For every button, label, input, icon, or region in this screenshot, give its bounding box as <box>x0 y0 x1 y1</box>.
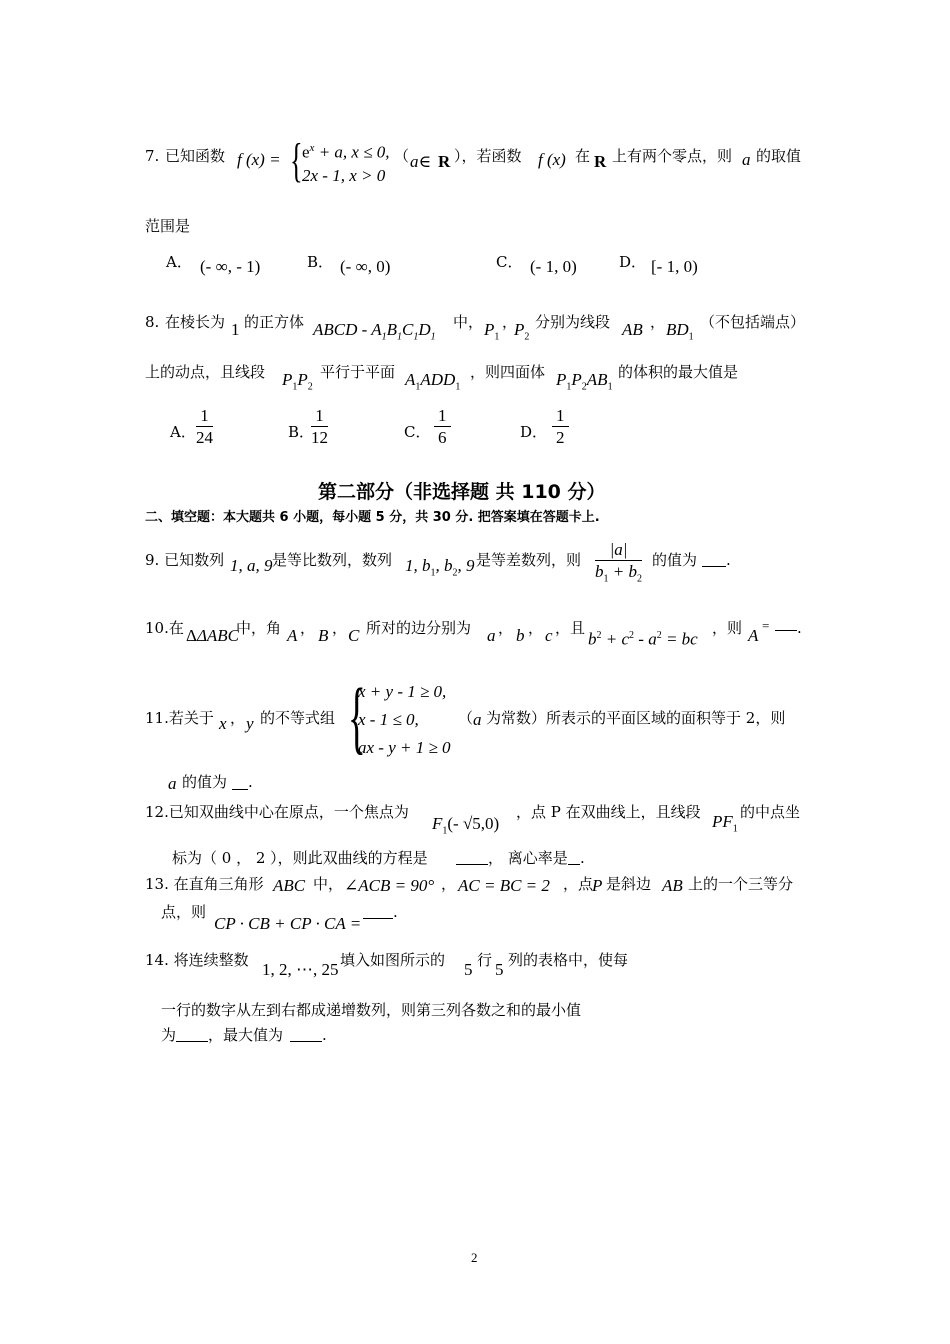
q8-line2a: 上的动点，且线段 <box>145 363 266 381</box>
q11-y: y <box>246 714 254 733</box>
q10-la: a <box>487 626 496 645</box>
q8-opt-b-frac: $\frac{1}{12}$ <box>311 406 328 447</box>
q10-stem-a: 10.在 <box>145 619 184 637</box>
q13-stem-b: 中， <box>313 875 344 893</box>
q11-row3: ax - y + 1 ≥ 0 <box>358 738 451 757</box>
q9-answer-blank[interactable] <box>702 566 726 567</box>
q11-answer-blank[interactable] <box>232 789 248 790</box>
q12-eccentricity-blank[interactable] <box>568 864 580 865</box>
q8-opt-d-frac: $\frac{1}{2}$ <box>552 406 569 449</box>
q11-x: x <box>219 714 227 733</box>
q10-c2: ， <box>332 619 348 637</box>
q7-opt-b-value: (- ∞, 0) <box>340 257 391 276</box>
q14-end: . <box>322 1026 327 1044</box>
q8-P1: $P_1$ <box>484 320 500 343</box>
q12-line2: 标为（ 0 ， 2 ），则此双曲线的方程是 <box>172 849 428 867</box>
q7-brace: { <box>290 134 303 187</box>
q10-C: C <box>348 626 360 645</box>
q7-opt-a-label: A． <box>166 253 192 271</box>
q7-opt-c-value: (- 1, 0) <box>530 257 577 276</box>
q14-line2: 一行的数字从左到右都成递增数列，则第三列各数之和的最小值 <box>161 1001 582 1019</box>
q10-lc: c <box>545 626 553 645</box>
q12-equation-blank[interactable] <box>456 864 488 865</box>
q8-bubao: （不包括端点） <box>700 313 806 331</box>
q10-A2: A <box>748 626 759 645</box>
q7-opt-c-label: C． <box>496 253 523 271</box>
q8-opt-c-label: C． <box>404 423 431 441</box>
q9-seq2: 1, $b_1$, $b_2$, 9 <box>405 556 475 579</box>
q10-ze: ，则 <box>712 619 743 637</box>
q10-triangle: ΔΔABC <box>186 626 240 645</box>
q8-maxv: 的体积的最大值是 <box>618 363 739 381</box>
q7-line2: 范围是 <box>145 217 191 235</box>
q7-paren-close: ），若函数 <box>454 147 522 165</box>
q8-P1P2: $P_1P_2$ <box>282 370 313 393</box>
q8-opt-a-frac: $\frac{1}{24}$ <box>196 406 213 447</box>
section-heading: 二、填空题：本大题共 6 小题，每小题 5 分，共 30 分. 把答案填在答题卡上. <box>145 510 600 525</box>
q13-stem-c: ， <box>441 875 457 893</box>
q9-stem-b: 是等比数列，数列 <box>272 551 393 569</box>
q9-stem-d: 的值为 <box>652 551 698 569</box>
q12-end: . <box>580 849 585 867</box>
q7-fx2: f (x) <box>538 150 566 169</box>
q8-cube: ABCD - $A_1B_1C_1D_1$ <box>313 320 436 343</box>
q9-end: . <box>726 551 731 569</box>
q14-stem-b: 填入如图所示的 <box>340 951 446 969</box>
q14-max-blank[interactable] <box>290 1041 322 1042</box>
q14-five2: 5 <box>495 960 504 979</box>
q9-fraction: $\frac{|a|}{b_1 + b_2}$ <box>595 540 642 585</box>
q14-stem-a: 14. 将连续整数 <box>145 951 249 969</box>
q8-opt-a-label: A． <box>170 423 196 441</box>
q14-line3b: ，最大值为 <box>208 1026 284 1044</box>
q11-paren: （ <box>458 709 474 727</box>
q11-stem-b: 的不等式组 <box>260 709 336 727</box>
q13-expr: CP · CB + CP · CA = <box>214 914 362 933</box>
q13-stem-e: 是斜边 <box>606 875 652 893</box>
q13-ABC: ABC <box>273 876 306 895</box>
q10-qie: ，且 <box>555 619 586 637</box>
q7-zai: 在 <box>575 147 591 165</box>
q7-R: R <box>438 152 451 171</box>
q14-five1: 5 <box>464 960 473 979</box>
q11-end: . <box>248 773 253 791</box>
q13-angle: ∠ACB = 90° <box>344 876 435 895</box>
q13-line2: 点，则 <box>161 903 207 921</box>
q14-stem-c: 列的表格中，使每 <box>508 951 629 969</box>
q8-zhong: 中， <box>453 313 484 331</box>
q7-qz: 的取值 <box>756 147 802 165</box>
q13-stem-a: 13. 在直角三角形 <box>145 875 264 893</box>
q7-opt-b-label: B． <box>307 253 334 271</box>
q11-line2-b: 的值为 <box>182 773 228 791</box>
q11-brace: { <box>348 671 366 762</box>
q8-P2: $P_2$ <box>514 320 530 343</box>
q7-stem: 已知函数 <box>165 147 226 165</box>
q8-opt-d-label: D． <box>520 423 548 441</box>
q8-fenbie: 分别为线段 <box>535 313 611 331</box>
q10-eqsign: = <box>762 618 770 633</box>
q8-ze: ，则四面体 <box>470 363 546 381</box>
q11-line2-a: a <box>168 774 177 793</box>
q11-stem-c: 为常数）所表示的平面区域的面积等于 2，则 <box>486 709 786 727</box>
q7-case2: 2x - 1, x > 0 <box>302 166 386 185</box>
q8-plane: $A_1ADD_1$ <box>405 370 461 393</box>
q8-opt-c-frac: $\frac{1}{6}$ <box>434 406 451 449</box>
q9-stem-c: 是等差数列，则 <box>476 551 582 569</box>
q9-seq1: 1, a, 9 <box>230 556 273 575</box>
q11-comma: ， <box>230 709 246 727</box>
q12-stem-a: 12.已知双曲线中心在原点，一个焦点为 <box>145 803 409 821</box>
q10-c3: ， <box>498 619 514 637</box>
part2-title: 第二部分（非选择题 共 110 分） <box>318 481 606 503</box>
q7-a-in: a∈ <box>410 152 432 171</box>
q13-answer-blank[interactable] <box>363 918 393 919</box>
q8-opt-b-label: B． <box>288 423 315 441</box>
q14-seq: 1, 2, ⋯, 25 <box>262 960 339 979</box>
q8-comma2: ， <box>650 313 666 331</box>
q7-fx: f (x) = <box>237 150 281 169</box>
q7-opt-d-value: [- 1, 0) <box>651 257 698 276</box>
q13-P: P <box>592 876 603 895</box>
q7-opt-d-label: D． <box>619 253 647 271</box>
q8-pingxing: 平行于平面 <box>320 363 396 381</box>
q8-tet: $P_1P_2AB_1$ <box>556 370 613 393</box>
q10-stem-b: 中，角 <box>236 619 282 637</box>
q8-comma: ， <box>502 313 518 331</box>
q7-case1: $e^x + a$, x ≤ 0, <box>302 142 390 162</box>
q12-stem-b: ，点 P 在双曲线上，且线段 <box>516 803 701 821</box>
q11-a-inline: a <box>473 710 482 729</box>
q8-AB: AB <box>622 320 643 339</box>
q8-p2: 的正方体 <box>244 313 305 331</box>
q12-stem-c: 的中点坐 <box>740 803 801 821</box>
q7-opt-a-value: (- ∞, - 1) <box>200 257 261 276</box>
q11-row2: x - 1 ≤ 0, <box>358 710 419 729</box>
q14-min-blank[interactable] <box>176 1041 208 1042</box>
q8-one: 1 <box>231 320 240 339</box>
q13-eq: AC = BC = 2 <box>458 876 550 895</box>
q10-c4: ， <box>528 619 544 637</box>
q14-hang: 行 <box>477 951 493 969</box>
q7-R2: R <box>594 152 607 171</box>
q12-focus: $F_1(-$ √5,0) <box>432 814 500 837</box>
q10-lb: b <box>516 626 525 645</box>
q10-stem-c: 所对的边分别为 <box>366 619 472 637</box>
q11-row1: x + y - 1 ≥ 0, <box>358 682 447 701</box>
q11-stem-a: 11.若关于 <box>145 709 214 727</box>
q10-c1: ， <box>300 619 316 637</box>
q10-B: B <box>318 626 329 645</box>
q8-p1: 在棱长为 <box>165 313 226 331</box>
q7-paren-open: （ <box>394 147 410 165</box>
q10-answer-blank[interactable] <box>775 630 797 631</box>
q8-number: 8. <box>145 313 160 331</box>
q13-stem-f: 上的一个三等分 <box>688 875 794 893</box>
page-number: 2 <box>471 1250 478 1265</box>
q12-line2b: ， 离心率是 <box>488 849 568 867</box>
q7-two-zeros: 上有两个零点，则 <box>612 147 733 165</box>
q14-line3a: 为 <box>161 1026 177 1044</box>
q10-equation: $b^2 + c^2 - a^2$ = bc <box>588 629 698 649</box>
q7-number: 7. <box>145 147 160 165</box>
q10-A: A <box>287 626 298 645</box>
q10-end: . <box>797 619 802 637</box>
q13-stem-d: ，点 <box>563 875 594 893</box>
q12-PF1: $PF_1$ <box>712 812 738 835</box>
q13-AB: AB <box>662 876 683 895</box>
q7-a: a <box>742 150 751 169</box>
q8-BD1: $BD_1$ <box>666 320 694 343</box>
q13-end: . <box>393 903 398 921</box>
q9-stem-a: 9. 已知数列 <box>145 551 225 569</box>
